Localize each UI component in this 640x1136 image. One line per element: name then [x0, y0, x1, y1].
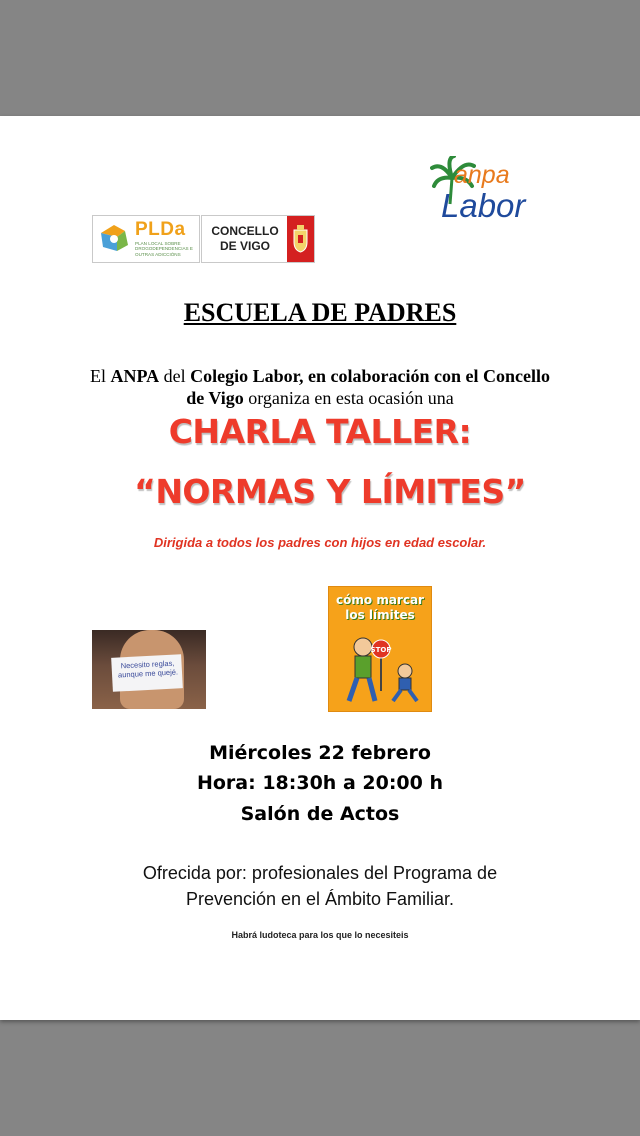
document-page [0, 116, 640, 1020]
anpa-logo-bottom-text: Labor [441, 187, 526, 224]
concello-vigo-logo [201, 215, 315, 263]
concello-line2: DE VIGO [219, 239, 270, 253]
plda-subtitle: PLAN LOCAL SOBRE DROGODEPENDENCIAS E OUTRAS ADICCIÓNS [135, 241, 193, 257]
event-topic-title: “NORMAS Y LÍMITES” [134, 472, 526, 511]
event-date: Miércoles 22 febrero [209, 742, 431, 764]
page-title: ESCUELA DE PADRES [183, 298, 457, 327]
concello-name [206, 224, 284, 254]
book-title [329, 593, 431, 623]
photo-sign-line1: Necesito reglas, [120, 658, 175, 671]
book-title-line2: los límites [345, 608, 415, 622]
girl-holding-sign-photo [92, 630, 206, 709]
audience-note: Dirigida a todos los padres con hijos en edad escolar. [153, 535, 487, 550]
vigo-shield-icon [287, 216, 314, 262]
intro-paragraph [90, 365, 550, 409]
photo-sign-card [111, 654, 183, 692]
plda-logo [92, 215, 200, 263]
anpa-logo-top-text: anpa [454, 161, 510, 189]
plda-emblem-icon [97, 223, 131, 255]
book-stop-sign: STOP [370, 646, 392, 654]
concello-line1: CONCELLO [211, 224, 279, 238]
event-time: Hora: 18:30h a 20:00 h [196, 772, 444, 794]
intro-text-3: organiza en esta ocasión una [243, 388, 454, 408]
childcare-note: Habrá ludoteca para los que lo necesiteis [231, 930, 409, 940]
event-place: Salón de Actos [240, 803, 400, 825]
photo-sign-line2: aunque me quejé. [117, 667, 179, 680]
intro-anpa: ANPA [110, 366, 160, 386]
event-type-title: CHARLA TALLER: [168, 412, 472, 451]
book-title-line1: cómo marcar [336, 593, 424, 607]
organizer-note: Ofrecida por: profesionales del Programa de Prevención en el Ámbito Familiar. [142, 863, 498, 909]
intro-text-1: El [90, 366, 111, 386]
intro-text-2: del [159, 366, 191, 386]
anpa-labor-logo [430, 156, 550, 236]
book-illustration-icon [337, 631, 423, 705]
book-cover-image [328, 586, 432, 712]
plda-title: PLDa [135, 219, 186, 240]
photo-sign-text [114, 658, 181, 679]
intro-colegio: Colegio Labor, en colaboración con el Concello de Vigo [186, 366, 550, 408]
